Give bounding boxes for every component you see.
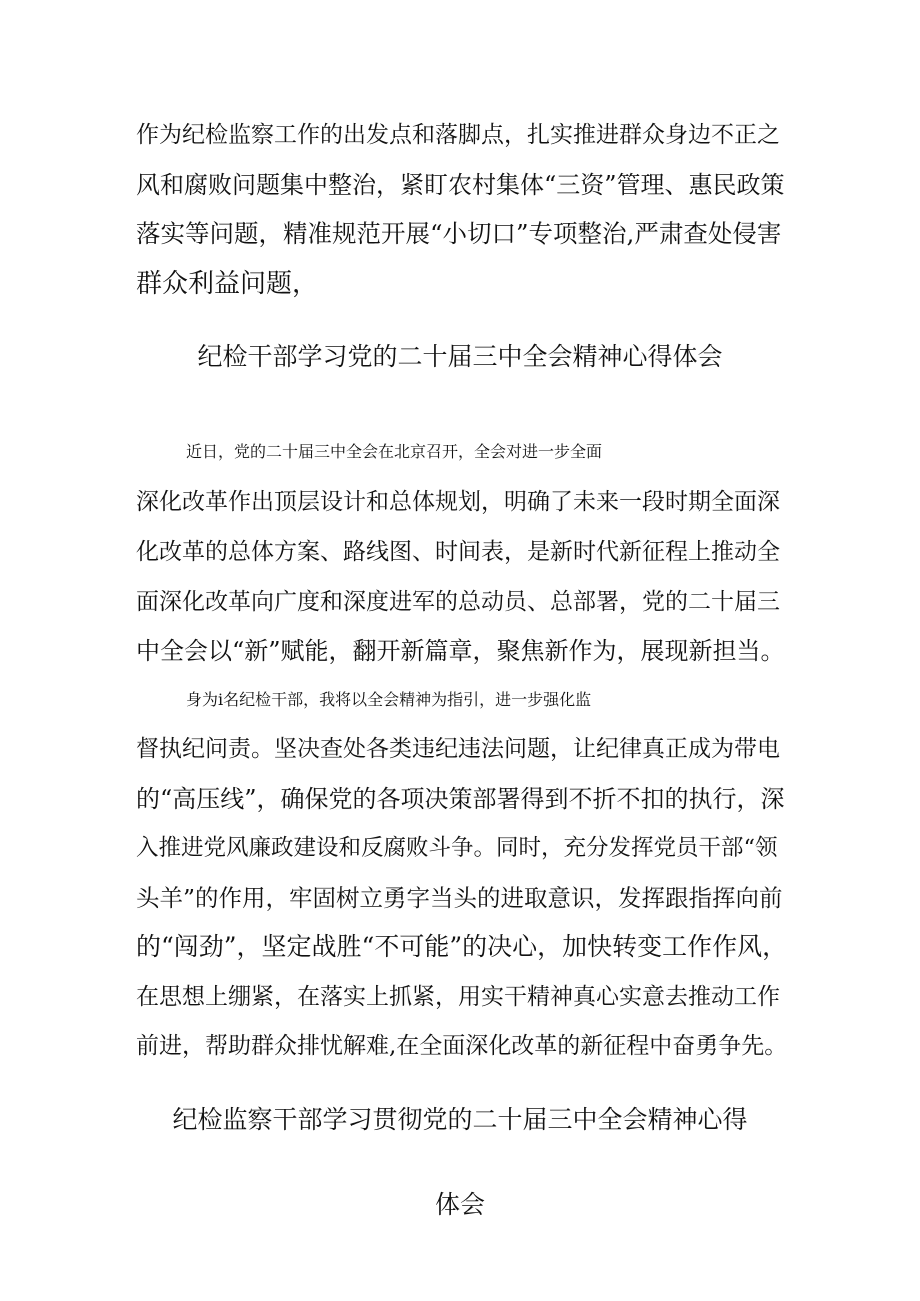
body-line: 面深化改革向广度和深度进军的总动员、总部署，党的二十届三 — [136, 589, 780, 615]
section-heading: 纪检干部学习党的二十届三中全会精神心得体会 — [197, 342, 723, 371]
body-line: 作为纪检监察工作的出发点和落脚点，扎实推进群众身边不正之 — [136, 122, 780, 148]
body-line: 督执纪问责。坚决查处各类违纪违法问题，让纪律真正成为带电 — [136, 736, 780, 762]
body-line: 头羊”的作用，牢固树立勇字当头的进取意识，发挥跟指挥向前 — [136, 884, 783, 912]
body-line: 近日，党的二十届三中全会在北京召开，全会对进一步全面 — [186, 442, 603, 461]
section-heading: 纪检监察干部学习贯彻党的二十届三中全会精神心得 — [172, 1105, 748, 1134]
body-line: 的“闯劲”，坚定战胜“不可能”的决心，加快转变工作作风， — [136, 932, 788, 961]
body-line: 入推进党风廉政建设和反腐败斗争。同时，充分发挥党员干部“领 — [136, 835, 778, 861]
section-heading-continuation: 体会 — [434, 1190, 485, 1219]
body-line: 在思想上绷紧，在落实上抓紧，用实干精神真心实意去推动工作 — [136, 984, 780, 1010]
body-line: 深化改革作出顶层设计和总体规划，明确了未来一段时期全面深 — [136, 489, 780, 515]
body-line: 的“高压线”，确保党的各项决策部署得到不折不扣的执行，深 — [136, 785, 785, 813]
body-line: 风和腐败问题集中整治，紧盯农村集体“三资”管理、惠民政策 — [136, 171, 785, 199]
body-line: 身为i名纪检干部，我将以全会精神为指引，进一步强化监 — [186, 690, 592, 709]
body-line: 化改革的总体方案、路线图、时间表，是新时代新征程上推动全 — [136, 539, 780, 565]
body-line: 中全会以“新”赋能，翻开新篇章，聚焦新作为，展现新担当。 — [136, 637, 785, 665]
body-line: 前进，帮助群众排忧解难,在全面深化改革的新征程中奋勇争先。 — [136, 1033, 788, 1059]
body-line: 群众利益问题， — [136, 269, 319, 299]
body-line: 落实等问题，精准规范开展“小切口”专项整治,严肃查处侵害 — [136, 219, 782, 248]
